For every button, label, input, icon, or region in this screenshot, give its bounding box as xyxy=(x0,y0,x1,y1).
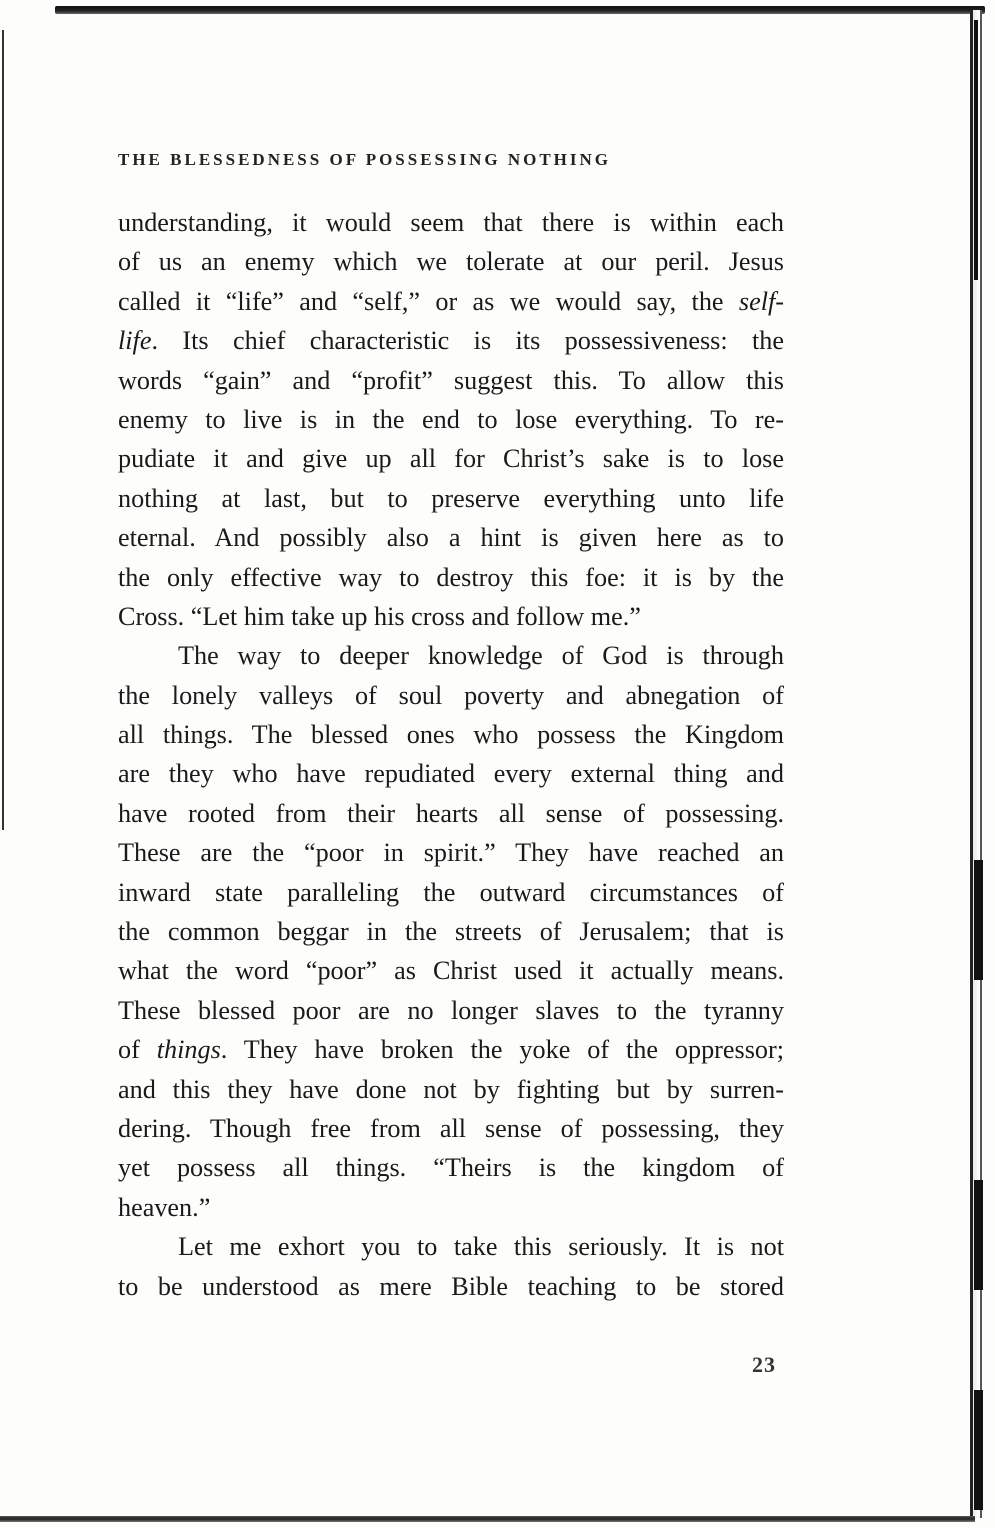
italic-text: things xyxy=(156,1035,221,1065)
italic-text: self- xyxy=(738,286,784,316)
text-line: are they who have repudiated every external thing and xyxy=(118,759,784,789)
text-line: called it “life” and “self,” or as we would say, the self- xyxy=(118,286,784,316)
text-line: and this they have done not by fighting but by surren- xyxy=(118,1074,784,1104)
scan-edge-right-mark xyxy=(974,1390,983,1510)
scan-edge-right-mark xyxy=(974,1180,983,1290)
text-line: of us an enemy which we tolerate at our peril. Jesus xyxy=(118,247,784,277)
text-line: words “gain” and “profit” suggest this. To allow this xyxy=(118,365,784,395)
scan-edge-left xyxy=(2,30,4,830)
text-line: heaven.” xyxy=(118,1192,211,1222)
text-line: what the word “poor” as Christ used it actually means. xyxy=(118,956,784,986)
page-number: 23 xyxy=(752,1352,776,1377)
scan-edge-right-mark xyxy=(974,860,983,980)
italic-text: life xyxy=(118,326,152,356)
text-line: pudiate it and give up all for Christ’s sake is to lose xyxy=(118,444,784,474)
text-line: all things. The blessed ones who possess the Kingdom xyxy=(118,720,784,750)
text-line: yet possess all things. “Theirs is the kingdom of xyxy=(118,1153,784,1183)
text-line: to be understood as mere Bible teaching to be stored xyxy=(118,1271,784,1301)
text-line: life. Its chief characteristic is its possessiveness: the xyxy=(118,326,784,356)
text-line: understanding, it would seem that there is within each xyxy=(118,208,784,237)
text-line: dering. Though free from all sense of possessing, they xyxy=(118,1113,784,1143)
text-line: the only effective way to destroy this foe: it is by the xyxy=(118,562,784,592)
scan-edge-top xyxy=(55,6,985,14)
text-line: inward state paralleling the outward circumstances of xyxy=(118,877,784,907)
body-text xyxy=(118,203,784,1306)
text-line: enemy to live is in the end to lose everything. To re- xyxy=(118,404,784,434)
text-line: nothing at last, but to preserve everything unto life xyxy=(118,483,784,513)
running-head: THE BLESSEDNESS OF POSSESSING NOTHING xyxy=(118,150,612,169)
text-line: The way to deeper knowledge of God is through xyxy=(178,641,784,671)
text-line: the common beggar in the streets of Jerusalem; that is xyxy=(118,917,784,947)
text-line: of things. They have broken the yoke of the oppressor; xyxy=(118,1035,784,1065)
text-line: Cross. “Let him take up his cross and follow me.” xyxy=(118,601,641,631)
text-line: have rooted from their hearts all sense of possessing. xyxy=(118,798,784,828)
text-line: the lonely valleys of soul poverty and abnegation of xyxy=(118,680,784,710)
scan-edge-right-mark xyxy=(974,20,978,280)
text-line: These are the “poor in spirit.” They have reached an xyxy=(118,838,784,868)
text-line: Let me exhort you to take this seriously. It is not xyxy=(178,1232,784,1262)
text-line: These blessed poor are no longer slaves to the tyranny xyxy=(118,995,784,1025)
scan-edge-bottom xyxy=(0,1516,975,1522)
text-line: eternal. And possibly also a hint is given here as to xyxy=(118,523,784,553)
